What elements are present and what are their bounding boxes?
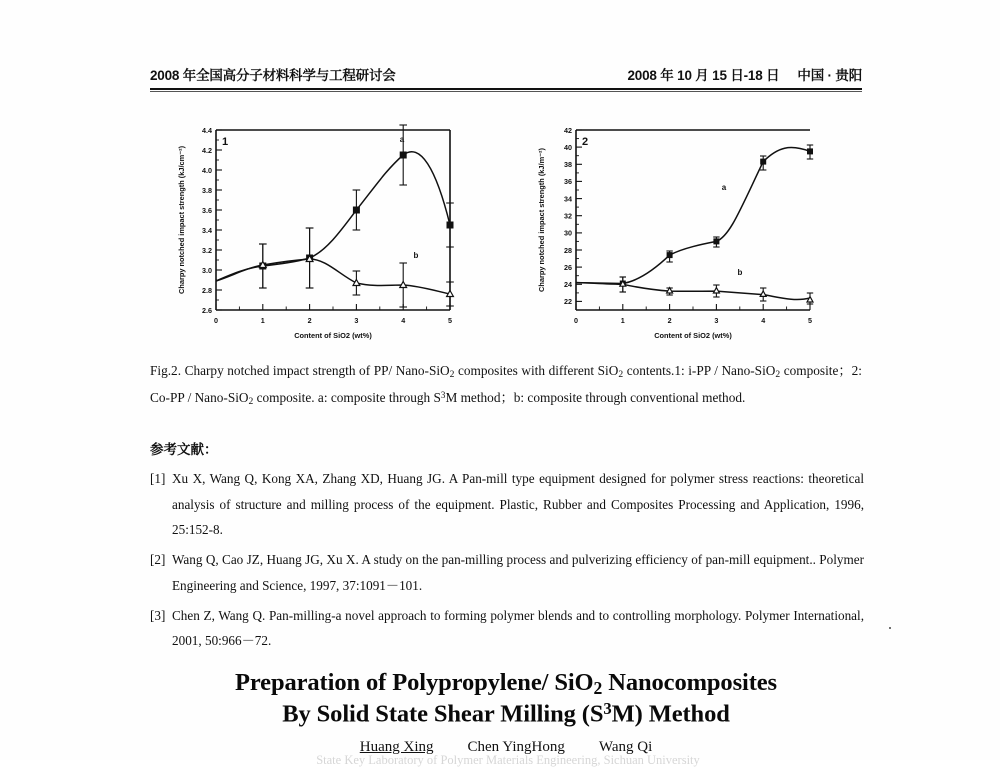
chart-panel-2-y-axis-label: Charpy notched impact strength (kJ/m⁻²) [537,148,546,292]
chart-panel-2-x-axis-label: Content of SiO2 (wt%) [654,331,732,340]
reference-item-2 [150,547,864,598]
page-title-line-2-a: By Solid State Shear Milling (S [282,700,604,728]
svg-text:4.2: 4.2 [202,145,212,155]
svg-text:1: 1 [260,316,265,325]
header-date: 2008 年 10 月 15 日-18 日 [627,68,780,83]
header-location: 中国 · 贵阳 [797,68,862,83]
svg-text:30: 30 [564,228,572,238]
svg-text:0: 0 [214,316,218,325]
chart-panel-1-series-b-errorbars [259,228,454,307]
svg-text:22: 22 [564,297,572,307]
caption-segment-1: Fig.2. Charpy notched impact strength of PP/ Nano-SiO [150,363,450,378]
page-title-line-1-sub: 2 [593,677,603,698]
page-title-line-1-a: Preparation of Polypropylene/ SiO [234,669,594,696]
reference-item-1 [150,466,864,543]
svg-text:3: 3 [354,316,359,325]
caption-sub-3: 2 [775,369,781,381]
chart-panel-2-x-ticks [574,304,812,325]
chart-panel-2-y-ticks [564,126,582,306]
svg-text:3: 3 [714,316,719,325]
chart-panel-2-number: 2 [582,136,589,148]
svg-text:3.2: 3.2 [202,245,212,255]
svg-text:2: 2 [307,316,312,325]
figure-caption [150,358,862,412]
svg-text:40: 40 [564,142,572,152]
scan-artifact-dot [889,627,891,629]
svg-text:24: 24 [564,280,572,290]
chart-panel-1-svg [168,120,468,355]
caption-sub-4: 2 [248,395,254,407]
svg-text:28: 28 [564,245,572,255]
chart-panel-2-series-a-label: a [721,183,727,192]
svg-text:1: 1 [620,316,625,325]
reference-number-3: [3] [150,607,166,623]
svg-text:3.4: 3.4 [202,225,212,235]
page-title-line-2-b: M) Method [611,700,730,728]
svg-text:34: 34 [564,194,572,204]
svg-text:4.0: 4.0 [202,165,212,175]
chart-panel-2 [528,120,828,355]
chart-panel-2-series-a-markers [620,149,812,286]
chart-panel-1-series-b-label: b [413,251,419,260]
chart-panel-2-svg [528,120,828,355]
author-2: Chen YingHong [467,738,565,755]
page-header [150,64,862,84]
page-title-line-2-sup: 3 [603,699,612,719]
reference-number-1: [1] [150,471,166,486]
figure-2-panels [150,120,862,355]
author-1[interactable]: Huang Xing [359,738,434,755]
caption-segment-5: composite. a: composite through S [253,389,441,405]
svg-text:42: 42 [564,125,572,135]
svg-text:4: 4 [401,316,406,325]
caption-sub-1: 2 [449,369,455,381]
page-title-line-2 [150,699,862,729]
page-title [150,668,862,730]
svg-text:3.6: 3.6 [202,205,212,215]
page-title-line-1 [150,668,862,699]
chart-panel-1-x-ticks [214,304,452,325]
chart-panel-1-number: 1 [222,136,229,148]
chart-panel-1-y-axis-label: Charpy notched impact strength (kJ/cm⁻²) [177,145,186,295]
chart-panel-1-x-axis-label: Content of SiO2 (wt%) [294,331,372,340]
svg-text:32: 32 [564,211,572,221]
svg-text:36: 36 [564,177,572,187]
svg-text:0: 0 [574,316,578,325]
svg-text:5: 5 [808,316,812,325]
caption-segment-6: M method；b: composite through conventional method. [445,389,746,405]
chart-panel-1-series-b-curve [216,259,450,294]
svg-text:38: 38 [564,160,572,170]
references-list [150,466,864,658]
reference-text-1: Xu X, Wang Q, Kong XA, Zhang XD, Huang JG. A Pan-mill type equipment designed for polymer stress reactions: theoretical analysis of structure and milling process of the equipment. Plastic, Rubber and Composites Processing and Application, 1996, 25:152-8. [172,471,864,538]
svg-text:2.6: 2.6 [202,305,212,315]
svg-text:2.8: 2.8 [202,285,212,295]
chart-panel-2-series-a-curve [576,148,810,284]
caption-sup-1: 3 [440,389,446,400]
svg-text:2: 2 [667,316,672,325]
references-heading: 参考文献： [150,442,218,457]
header-meta [628,64,863,84]
reference-item-3 [150,603,864,654]
reference-text-2: Wang Q, Cao JZ, Huang JG, Xu X. A study on the pan-milling process and pulverizing efficiency of pan-mill equipment.. Polymer Engineering and Science, 1997, 37:1091－101. [172,552,864,593]
chart-panel-2-series-b-curve [576,283,810,300]
chart-panel-1-series-a-curve [216,152,450,281]
svg-text:4: 4 [761,316,766,325]
header-conference-title: 2008 年全国高分子材料科学与工程研讨会 [150,68,396,83]
chart-panel-1-series-a-label: a [399,135,405,144]
caption-sub-2: 2 [618,369,624,381]
chart-panel-1 [168,120,468,355]
chart-panel-2-series-b-label: b [737,268,743,277]
author-3: Wang Qi [598,738,653,755]
page-title-line-1-b: Nanocomposites [602,669,777,696]
svg-text:3.0: 3.0 [202,265,212,275]
reference-text-3: Chen Z, Wang Q. Pan-milling-a novel approach to forming polymer blends and to controlling morphology. Polymer International, 2001, 50:966－72. [172,607,864,649]
affiliation-line-cropped: State Key Laboratory of Polymer Materials Engineering, Sichuan University [316,753,700,767]
header-divider-thin [150,91,862,92]
caption-segment-3: contents.1: i-PP / Nano-SiO [623,363,776,378]
chart-panel-1-y-ticks [202,126,222,315]
caption-segment-2: composites with different SiO [454,363,619,378]
next-article-title-block [150,668,862,756]
svg-text:5: 5 [448,316,452,325]
chart-panel-2-series-a-errorbars [620,145,814,292]
chart-panel-1-series-a-markers [260,152,453,269]
svg-text:3.8: 3.8 [202,185,212,195]
caption-segment-4: composite；2: Co-PP / Nano-SiO [150,363,863,405]
svg-text:4.4: 4.4 [202,125,212,135]
header-divider-thick [150,88,862,90]
svg-text:26: 26 [564,262,572,272]
reference-number-2: [2] [150,552,166,568]
